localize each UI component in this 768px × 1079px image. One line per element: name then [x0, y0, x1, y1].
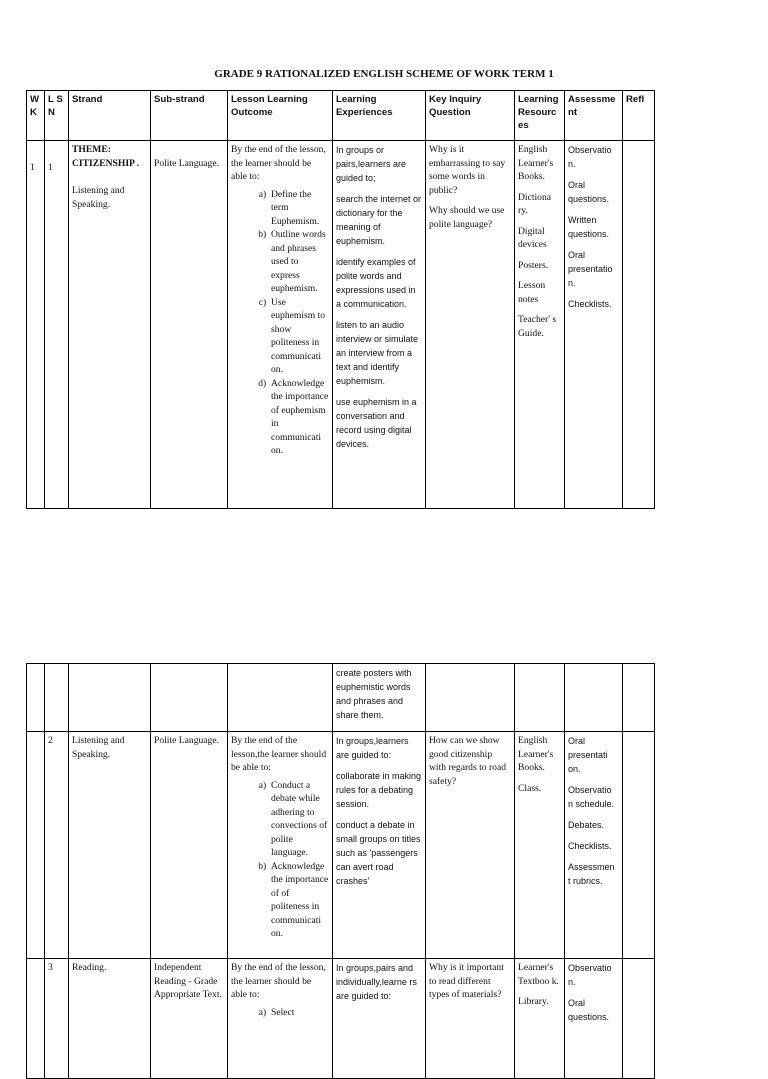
- lesson-cell: 2: [45, 732, 69, 959]
- header-cell: Learning Resourc es: [515, 91, 565, 141]
- week-cell: [27, 732, 45, 959]
- list-item: English Learner's Books.: [518, 144, 554, 182]
- outcome-list: [231, 779, 329, 941]
- resources-cell: [515, 141, 565, 509]
- list-item: Posters.: [518, 259, 549, 271]
- substrand-cell: Independent Reading - Grade Appropriate Text.: [151, 959, 228, 1079]
- strand-cell: Reading.: [69, 959, 151, 1079]
- experiences-cell: [333, 141, 426, 509]
- week-cell: [27, 959, 45, 1079]
- list-item: listen to an audio interview or simulate an interview from a text and identify euphemism.: [336, 320, 419, 386]
- theme-label: THEME: CITIZENSHIP .: [72, 144, 140, 169]
- substrand-cell: Polite Language.: [151, 732, 228, 959]
- week-cell: 1: [27, 141, 45, 509]
- outcome-cell: [228, 732, 333, 959]
- header-cell: Assessme nt: [565, 91, 623, 141]
- substrand-cell: Polite Language.: [151, 141, 228, 509]
- document-title: GRADE 9 RATIONALIZED ENGLISH SCHEME OF WORK TERM 1: [214, 68, 554, 80]
- table-row: [27, 664, 655, 732]
- list-item: How can we show good citizenship with regards to road safety?: [429, 735, 506, 787]
- reflection-cell: [623, 732, 655, 959]
- experiences-cell: [333, 959, 426, 1079]
- header-cell: L S N: [45, 91, 69, 141]
- header-row: [27, 91, 655, 141]
- experiences-cell: [333, 664, 426, 732]
- resources-cell: [515, 959, 565, 1079]
- outcome-intro: By the end of the lesson, the learner should be able to:: [231, 962, 326, 1000]
- header-cell: Sub-strand: [151, 91, 228, 141]
- list-item: collaborate in making rules for a debating session.: [336, 771, 422, 809]
- list-item: In groups or pairs,learners are guided to;: [336, 145, 407, 183]
- table-row: [27, 732, 655, 959]
- header-cell: Lesson Learning Outcome: [228, 91, 333, 141]
- list-item: a. Define the term Euphemism.: [271, 188, 329, 229]
- list-item: Library.: [518, 996, 549, 1007]
- list-item: In groups,pairs and individually,learne rs are guided to:: [336, 963, 417, 1001]
- outcome-cell: [228, 959, 333, 1079]
- reflection-cell: [623, 141, 655, 509]
- list-item: Learner's Textboo k.: [518, 962, 559, 987]
- outcome-intro: By the end of the lesson,the learner should be able to:: [231, 735, 327, 773]
- list-item: identify examples of polite words and expressions used in a communication.: [336, 257, 416, 309]
- list-item: In groups,learners are guided to:: [336, 736, 409, 760]
- list-item: Observatio n.: [568, 963, 612, 987]
- header-cell: Refl: [623, 91, 655, 141]
- lesson-cell: 3: [45, 959, 69, 1079]
- list-item: conduct a debate in small groups on titles such as 'passengers can avert road crashes': [336, 820, 421, 886]
- list-item: Assessmen t rubrics.: [568, 862, 615, 886]
- table-row: [27, 959, 655, 1079]
- list-item: use euphemism in a conversation and record using digital devices.: [336, 397, 417, 449]
- assessment-cell: [565, 959, 623, 1079]
- list-item: Class.: [518, 782, 542, 794]
- reflection-cell: [623, 959, 655, 1079]
- scheme-table-1: [26, 90, 655, 509]
- strand-cell: Listening and Speaking.: [69, 732, 151, 959]
- strand-label: Listening and Speaking.: [72, 185, 125, 210]
- list-item: Observatio n schedule.: [568, 785, 615, 809]
- outcome-list: [231, 188, 329, 458]
- experiences-cell: [333, 732, 426, 959]
- list-item: Oral questions.: [568, 180, 610, 204]
- list-item: Oral presentatio n.: [568, 250, 613, 288]
- strand-cell: [69, 141, 151, 509]
- header-cell: W K: [27, 91, 45, 141]
- list-item: Checklists.: [568, 841, 612, 851]
- outcome-list: [231, 1006, 329, 1020]
- list-item: b. Acknowledge the importance of of politeness in communicati on.: [271, 860, 329, 941]
- list-item: Observatio n.: [568, 145, 612, 169]
- list-item: Written questions.: [568, 215, 610, 239]
- assessment-cell: [565, 141, 623, 509]
- lesson-cell: 1: [45, 141, 69, 509]
- list-item: Why is it important to read different types of materials?: [429, 962, 504, 1000]
- list-item: Oral questions.: [568, 998, 610, 1022]
- question-cell: [426, 732, 515, 959]
- list-item: English Learner's Books.: [518, 735, 554, 773]
- outcome-cell: [228, 141, 333, 509]
- list-item: Lesson notes: [518, 280, 546, 305]
- list-item: Teacher' s Guide.: [518, 314, 557, 339]
- header-cell: Key Inquiry Question: [426, 91, 515, 141]
- list-item: Why is it embarrassing to say some words in public?: [429, 144, 506, 196]
- list-item: create posters with euphemistic words and phrases and share them.: [336, 668, 412, 720]
- resources-cell: [515, 732, 565, 959]
- assessment-cell: [565, 732, 623, 959]
- list-item: d. Acknowledge the importance of euphemism in communicati on.: [271, 377, 329, 458]
- list-item: a. Conduct a debate while adhering to convections of polite language.: [271, 779, 329, 860]
- list-item: Checklists.: [568, 299, 612, 309]
- list-item: Digital devices: [518, 225, 547, 250]
- list-item: Why should we use polite language?: [429, 205, 505, 230]
- list-item: Oral presentati on.: [568, 736, 608, 774]
- scheme-table-2: [26, 663, 655, 1079]
- header-cell: Learning Experiences: [333, 91, 426, 141]
- list-item: Debates.: [568, 820, 605, 830]
- question-cell: [426, 141, 515, 509]
- header-cell: Strand: [69, 91, 151, 141]
- list-item: b. Outline words and phrases used to express euphemism.: [271, 228, 329, 296]
- list-item: c. Use euphemism to show politeness in communicati on.: [271, 296, 329, 377]
- list-item: Dictiona ry.: [518, 191, 552, 216]
- list-item: search the internet or dictionary for the meaning of euphemism.: [336, 194, 422, 246]
- question-cell: [426, 959, 515, 1079]
- outcome-intro: By the end of the lesson, the learner should be able to:: [231, 144, 326, 182]
- list-item: a. Select: [271, 1006, 329, 1020]
- table-row: [27, 141, 655, 509]
